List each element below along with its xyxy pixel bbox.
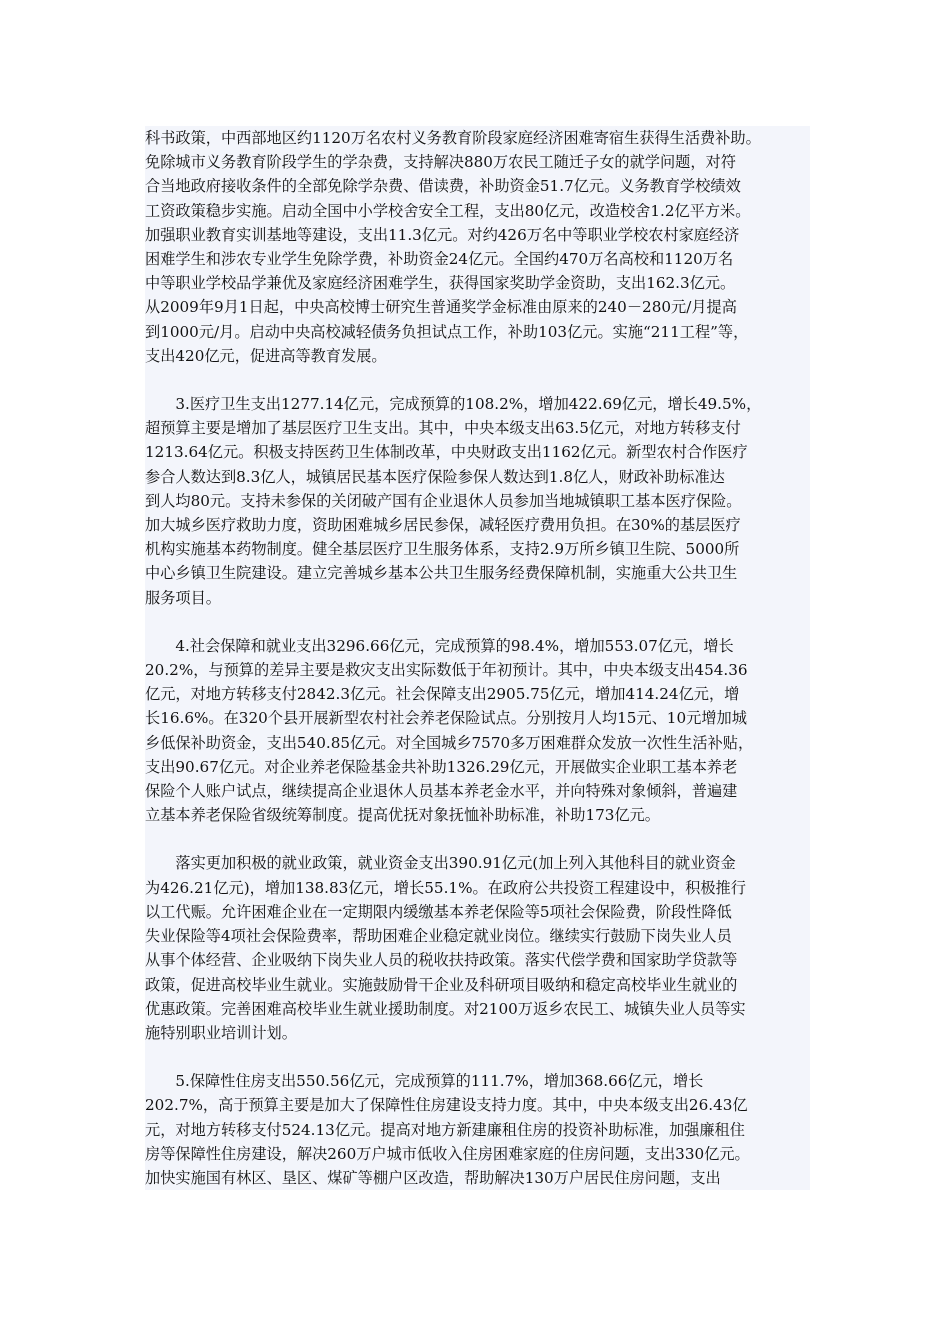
text-line: 亿元，对地方转移支付2842.3亿元。社会保障支出2905.75亿元，增加414.24亿元，增: [145, 685, 740, 704]
text-line: 立基本养老保险省级统筹制度。提高优抚对象抚恤补助标准，补助173亿元。: [145, 806, 660, 825]
paragraph: [145, 392, 810, 610]
text-line: 加大城乡医疗救助力度，资助困难城乡居民参保，减轻医疗费用负担。在30%的基层医疗: [145, 516, 741, 535]
text-line: 服务项目。: [145, 588, 221, 607]
text-line: 支出90.67亿元。对企业养老保险基金共补助1326.29亿元，开展做实企业职工基本养老: [145, 757, 738, 776]
text-line: 工资政策稳步实施。启动全国中小学校舍安全工程，支出80亿元，改造校舍1.2亿平方米。: [145, 201, 751, 220]
text-line: 到人均80元。支持未参保的关闭破产国有企业退休人员参加当地城镇职工基本医疗保险。: [145, 491, 742, 510]
paragraph: [145, 634, 810, 828]
text-line: 机构实施基本药物制度。健全基层医疗卫生服务体系，支持2.9万所乡镇卫生院、5000所: [145, 540, 740, 559]
text-line: 落实更加积极的就业政策，就业资金支出390.91亿元(加上列入其他科目的就业资金: [145, 854, 736, 873]
text-line: 5.保障性住房支出550.56亿元，完成预算的111.7%，增加368.66亿元，增长: [145, 1072, 704, 1091]
text-line: 到1000元/月。启动中央高校减轻债务负担试点工作，补助103亿元。实施“211工程”等，: [145, 322, 749, 341]
text-line: 长16.6%。在320个县开展新型农村社会养老保险试点。分别按月人均15元、10元增加城: [145, 709, 747, 728]
paragraph: [145, 126, 810, 368]
text-line: 免除城市义务教育阶段学生的学杂费，支持解决880万农民工随迁子女的就学问题，对符: [145, 153, 736, 172]
text-line: 从事个体经营、企业吸纳下岗失业人员的税收扶持政策。落实代偿学费和国家助学贷款等: [145, 951, 738, 970]
paragraph-spacer: [145, 827, 810, 851]
text-line: 保险个人账户试点，继续提高企业退休人员基本养老金水平，并向特殊对象倾斜，普遍建: [145, 782, 738, 801]
paragraph: [145, 851, 810, 1045]
text-line: 中心乡镇卫生院建设。建立完善城乡基本公共卫生服务经费保障机制，实施重大公共卫生: [145, 564, 738, 583]
text-line: 科书政策，中西部地区约1120万名农村义务教育阶段家庭经济困难寄宿生获得生活费补助。: [145, 129, 761, 147]
text-line: 为426.21亿元)，增加138.83亿元，增长55.1%。在政府公共投资工程建设中，积极推行: [145, 878, 746, 897]
text-line: 4.社会保障和就业支出3296.66亿元，完成预算的98.4%，增加553.07亿元，增长: [145, 636, 734, 655]
paragraph-spacer: [145, 1045, 810, 1069]
text-line: 1213.64亿元。积极支持医药卫生体制改革，中央财政支出1162亿元。新型农村合作医疗: [145, 443, 748, 462]
text-line: 3.医疗卫生支出1277.14亿元，完成预算的108.2%，增加422.69亿元，增长49.5%，: [145, 395, 762, 414]
text-line: 施特别职业培训计划。: [145, 1023, 297, 1042]
text-line: 中等职业学校品学兼优及家庭经济困难学生，获得国家奖助学金资助，支出162.3亿元。: [145, 274, 736, 293]
text-line: 超预算主要是增加了基层医疗卫生支出。其中，中央本级支出63.5亿元，对地方转移支付: [145, 419, 741, 438]
paragraph-spacer: [145, 610, 810, 634]
paragraph: [145, 1069, 810, 1190]
text-line: 20.2%，与预算的差异主要是救灾支出实际数低于年初预计。其中，中央本级支出454.36: [145, 661, 748, 680]
paragraph-spacer: [145, 368, 810, 392]
text-line: 合当地政府接收条件的全部免除学杂费、借读费，补助资金51.7亿元。义务教育学校绩效: [145, 177, 741, 196]
text-line: 以工代赈。允许困难企业在一定期限内缓缴基本养老保险等5项社会保险费，阶段性降低: [145, 902, 732, 921]
text-line: 加快实施国有林区、垦区、煤矿等棚户区改造，帮助解决130万户居民住房问题，支出: [145, 1168, 721, 1187]
text-line: 从2009年9月1日起，中央高校博士研究生普通奖学金标准由原来的240－280元/月提高: [145, 298, 737, 317]
text-line: 元，对地方转移支付524.13亿元。提高对地方新建廉租住房的投资补助标准，加强廉租住: [145, 1120, 745, 1139]
text-line: 困难学生和涉农专业学生免除学费，补助资金24亿元。全国约470万名高校和1120万名: [145, 250, 734, 269]
text-line: 房等保障性住房建设，解决260万户城市低收入住房困难家庭的住房问题，支出330亿元。: [145, 1144, 750, 1163]
text-line: 失业保险等4项社会保险费率，帮助困难企业稳定就业岗位。继续实行鼓励下岗失业人员: [145, 927, 732, 946]
body-text: [145, 126, 810, 1190]
text-line: 政策，促进高校毕业生就业。实施鼓励骨干企业及科研项目吸纳和稳定高校毕业生就业的: [145, 975, 738, 994]
text-line: 优惠政策。完善困难高校毕业生就业援助制度。对2100万返乡农民工、城镇失业人员等实: [145, 999, 746, 1018]
text-line: 乡低保补助资金，支出540.85亿元。对全国城乡7570多万困难群众发放一次性生活补贴，: [145, 733, 754, 752]
text-line: 支出420亿元，促进高等教育发展。: [145, 346, 387, 365]
text-line: 202.7%，高于预算主要是加大了保障性住房建设支持力度。其中，中央本级支出26.43亿: [145, 1096, 748, 1115]
text-line: 加强职业教育实训基地等建设，支出11.3亿元。对约426万名中等职业学校农村家庭经济: [145, 225, 740, 244]
text-line: 参合人数达到8.3亿人，城镇居民基本医疗保险参保人数达到1.8亿人，财政补助标准达: [145, 467, 725, 486]
